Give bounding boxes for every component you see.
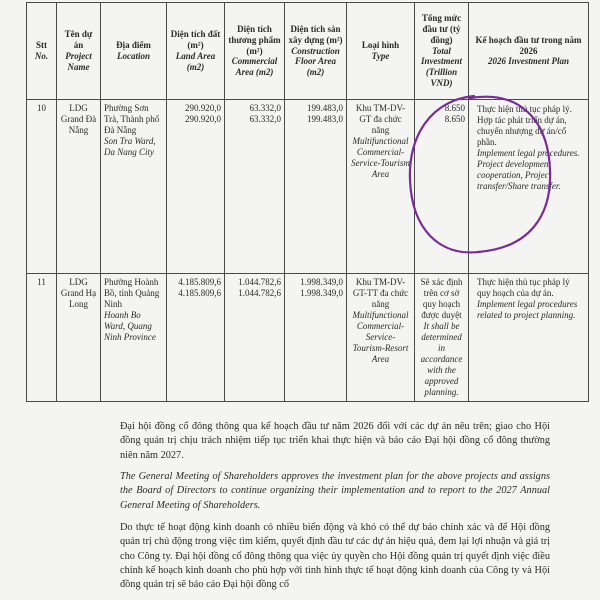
land-area-cell: 4.185.809,6 4.185.809,6 [167,274,225,402]
header-stt: Stt No. [27,3,57,100]
header-plan: Kế hoạch đầu tư trong năm 2026 2026 Investment Plan [469,3,589,100]
type-cell: Khu TM-DV-GT-TT đa chức năng Multifunctional Commercial-Service-Tourism-Resort Area [347,274,415,402]
floor-area-cell: 199.483,0 199.483,0 [285,100,347,274]
table-row [27,274,589,402]
investment-plan-table [26,2,589,402]
commercial-area-cell: 1.044.782,6 1.044.782,6 [225,274,285,402]
project-name: LDG Grand Hạ Long [57,274,101,402]
land-area-cell: 290.920,0 290.920,0 [167,100,225,274]
location-cell: Phường Sơn Trà, Thành phố Đà Nẵng Son Tra Ward, Da Nang City [101,100,167,274]
table-row [27,100,589,274]
header-investment: Tổng mức đầu tư (tỷ đồng) Total Investment (Trillion VND) [415,3,469,100]
row-number: 10 [27,100,57,274]
paragraph-approval-vi: Đại hội đồng cổ đông thông qua kế hoạch đầu tư năm 2026 đối với các dự án nêu trên; giao cho Hội đồng quản trị chịu trách nhiệm tiếp tục triển khai thực hiện và báo cáo Đại hội đồng cổ đông thường niên năm 2027. [120,421,550,461]
floor-area-cell: 1.998.349,0 1.998.349,0 [285,274,347,402]
header-commercial-area: Diện tích thương phẩm (m²) Commercial Area (m2) [225,3,285,100]
type-cell: Khu TM-DV-GT đa chức năng Multifunctional Commercial-Service-Tourism Area [347,100,415,274]
plan-cell: Thực hiện thủ tục pháp lý. Hợp tác phát triển dự án, chuyển nhượng dự án/cổ phần. Implement legal procedures. Project development cooperation, Project transfer/Share transfer. [469,100,589,274]
commercial-area-cell: 63.332,0 63.332,0 [225,100,285,274]
header-location: Địa điểm Location [101,3,167,100]
investment-cell: Sẽ xác định trên cơ sở quy hoạch được duyệt It shall be determined in accordance with the approved planning. [415,274,469,402]
paragraph-approval-en: The General Meeting of Shareholders approves the investment plan for the above projects and assigns the Board of Directors to continue organizing their implementation and to report to the 2027 Annual General Meeting of Shareholders. [120,471,550,511]
location-cell: Phường Hoành Bồ, tỉnh Quảng Ninh Hoanh Bo Ward, Quang Ninh Province [101,274,167,402]
paragraph-authorization-vi: Do thực tế hoạt động kinh doanh có nhiều biến động và khó có thể dự báo chính xác và để Hội đồng quản trị chủ động trong việc tìm kiếm, quyết định đầu tư các dự án hiệu quả, đem lại lợi nhuận và giá trị cho Công ty. Đại hội đồng cổ đông thông qua việc ủy quyền cho Hội đồng quản trị quyết định việc điều chỉnh kế hoạch kinh doanh cho phù hợp với tình hình thực tế hoạt động kinh doanh của Công ty và Hội đồng quản trị sẽ báo cáo Đại hội đồng cổ [120,522,550,591]
row-number: 11 [27,274,57,402]
investment-cell: 8.650 8.650 [415,100,469,274]
header-project: Tên dự án Project Name [57,3,101,100]
header-floor-area: Diện tích sàn xây dựng (m²) Construction Floor Area (m2) [285,3,347,100]
project-name: LDG Grand Đà Nẵng [57,100,101,274]
table-header-row [27,3,589,100]
plan-cell: Thực hiện thủ tục pháp lý quy hoạch của dự án. Implement legal procedures related to project planning. [469,274,589,402]
header-type: Loại hình Type [347,3,415,100]
header-land-area: Diện tích đất (m²) Land Area (m2) [167,3,225,100]
